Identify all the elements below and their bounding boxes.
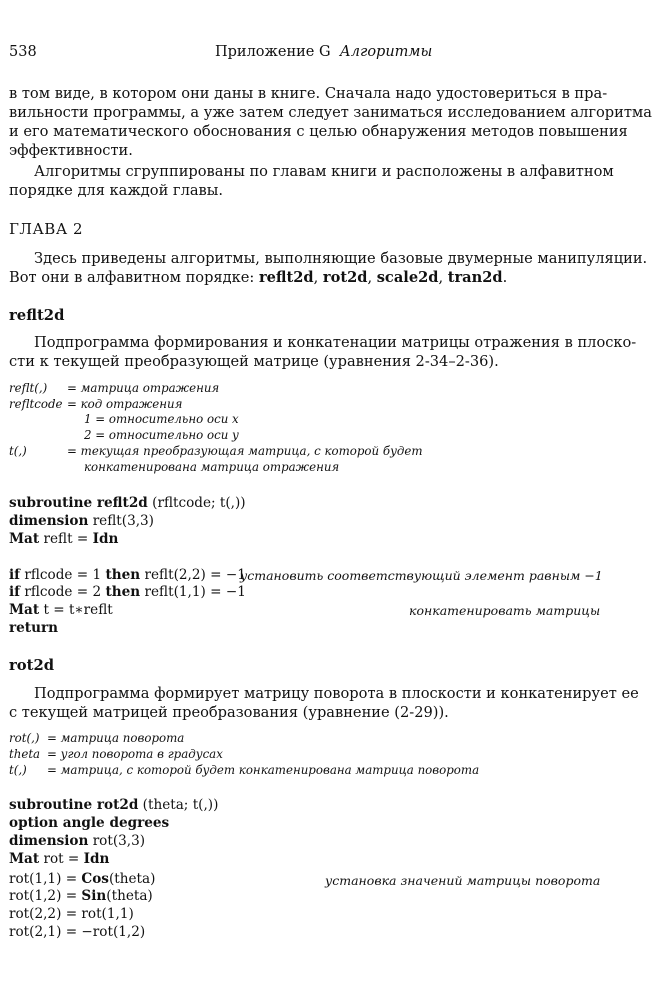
keyword: Mat xyxy=(9,851,40,867)
appendix-label: Приложение G xyxy=(215,44,331,60)
code-text: rot = xyxy=(43,851,80,867)
text-line: Алгоритмы сгруппированы по главам книги и расположены в алфавитном xyxy=(34,163,614,180)
intro-paragraph-1 xyxy=(9,84,652,160)
def-text: 2 = относительно оси y xyxy=(84,428,239,442)
def-text: = угол поворота в градусах xyxy=(47,747,223,761)
def-name: refltcode xyxy=(9,397,63,411)
section-title-rot2d: rot2d xyxy=(9,657,55,674)
def-text: 1 = относительно оси x xyxy=(84,412,239,426)
keyword: dimension xyxy=(9,833,89,849)
separator: , xyxy=(367,269,373,286)
def-text: = текущая преобразующая матрица, с которой будет xyxy=(67,444,423,458)
def-text: = код отражения xyxy=(67,397,183,411)
page-number: 538 xyxy=(9,44,37,60)
code-line xyxy=(9,513,154,529)
algorithm-name: tran2d xyxy=(447,269,503,286)
code-comment: установка значений матрицы поворота xyxy=(325,873,601,888)
keyword: Cos xyxy=(81,871,109,887)
text-line: Подпрограмма формирования и конкатенации матрицы отражения в плоско- xyxy=(34,334,637,351)
code-text: rot(1,2) = xyxy=(9,888,78,904)
code-line xyxy=(9,815,169,831)
def-text: = матрица отражения xyxy=(67,381,220,395)
text-line: сти к текущей преобразующей матрице (уравнения 2-34–2-36). xyxy=(9,353,499,370)
code-line xyxy=(9,888,153,904)
code-line: rot(2,1) = −rot(1,2) xyxy=(9,924,146,940)
algorithm-name: rot2d xyxy=(322,269,368,286)
def-name: theta xyxy=(9,747,41,761)
def-name: rot(,) xyxy=(9,731,40,745)
keyword: option angle degrees xyxy=(9,815,170,831)
period: . xyxy=(502,269,508,286)
code-line xyxy=(9,567,246,583)
text-line: в том виде, в котором они даны в книге. Сначала надо удостовериться в пра- xyxy=(9,85,608,102)
def-name: t(,) xyxy=(9,444,27,458)
code-line: rot(2,2) = rot(1,1) xyxy=(9,906,134,922)
text-fragment: Вот они в алфавитном порядке: xyxy=(9,269,255,286)
code-text: rot(3,3) xyxy=(92,833,146,849)
keyword: then xyxy=(105,567,141,583)
keyword: Idn xyxy=(92,531,119,547)
text-line: Подпрограмма формирует матрицу поворота в плоскости и конкатенирует ее xyxy=(34,685,639,702)
def-name: reflt(,) xyxy=(9,381,48,395)
reflt2d-description xyxy=(9,333,637,371)
code-line xyxy=(9,620,58,636)
code-text: reflt(3,3) xyxy=(92,513,154,529)
text-line: вильности программы, а уже затем следует заниматься исследованием алгоритма xyxy=(9,104,652,121)
code-text: rot(1,1) = xyxy=(9,871,78,887)
keyword: subroutine reflt2d xyxy=(9,495,148,511)
code-text: (theta) xyxy=(106,888,153,904)
code-text: reflt(2,2) = −1 xyxy=(144,567,246,583)
text-line: и его математического обоснования с целью обнаружения методов повышения xyxy=(9,123,628,140)
keyword: if xyxy=(9,584,21,600)
separator: , xyxy=(438,269,444,286)
code-comment: установить соответствующий элемент равным −1 xyxy=(240,568,603,583)
chapter-heading: ГЛАВА 2 xyxy=(9,220,84,238)
text-line: с текущей матрицей преобразования (уравнение (2-29)). xyxy=(9,704,449,721)
keyword: if xyxy=(9,567,21,583)
text-line: порядке для каждой главы. xyxy=(9,182,224,199)
code-line xyxy=(9,495,246,511)
code-text: t = t∗reflt xyxy=(43,602,113,618)
code-text: (theta; t(,)) xyxy=(142,797,219,813)
chapter-intro xyxy=(9,249,648,287)
appendix-title: Алгоритмы xyxy=(339,44,433,60)
text-line xyxy=(9,268,596,287)
code-line xyxy=(9,833,145,849)
code-text: rflcode = 1 xyxy=(24,567,102,583)
separator: , xyxy=(313,269,319,286)
rot2d-description xyxy=(9,684,639,722)
keyword: Mat xyxy=(9,602,40,618)
def-text: = матрица поворота xyxy=(47,731,185,745)
code-comment: конкатенировать матрицы xyxy=(409,603,601,618)
code-line xyxy=(9,871,155,887)
code-text: reflt(1,1) = −1 xyxy=(144,584,246,600)
keyword: then xyxy=(105,584,141,600)
keyword: Idn xyxy=(83,851,110,867)
keyword: subroutine rot2d xyxy=(9,797,139,813)
code-text: (theta) xyxy=(108,871,156,887)
keyword: Sin xyxy=(81,888,107,904)
code-line xyxy=(9,531,118,547)
code-line xyxy=(9,584,246,600)
text-line: Здесь приведены алгоритмы, выполняющие базовые двумерные манипуляции. xyxy=(34,250,648,267)
code-text: (rfltcode; t(,)) xyxy=(152,495,246,511)
code-line xyxy=(9,602,113,618)
def-name: t(,) xyxy=(9,763,27,777)
algorithm-name: scale2d xyxy=(376,269,439,286)
intro-paragraph-2 xyxy=(9,162,614,200)
section-title-reflt2d: reflt2d xyxy=(9,307,65,324)
def-text: конкатенирована матрица отражения xyxy=(84,460,340,474)
keyword: Mat xyxy=(9,531,40,547)
code-line xyxy=(9,797,218,813)
keyword: return xyxy=(9,620,59,636)
keyword: dimension xyxy=(9,513,89,529)
running-header xyxy=(215,44,432,60)
def-text: = матрица, с которой будет конкатенирована матрица поворота xyxy=(47,763,480,777)
text-line: эффективности. xyxy=(9,142,133,159)
code-text: reflt = xyxy=(43,531,89,547)
code-text: rflcode = 2 xyxy=(24,584,102,600)
algorithm-name: reflt2d xyxy=(258,269,314,286)
code-line xyxy=(9,851,109,867)
